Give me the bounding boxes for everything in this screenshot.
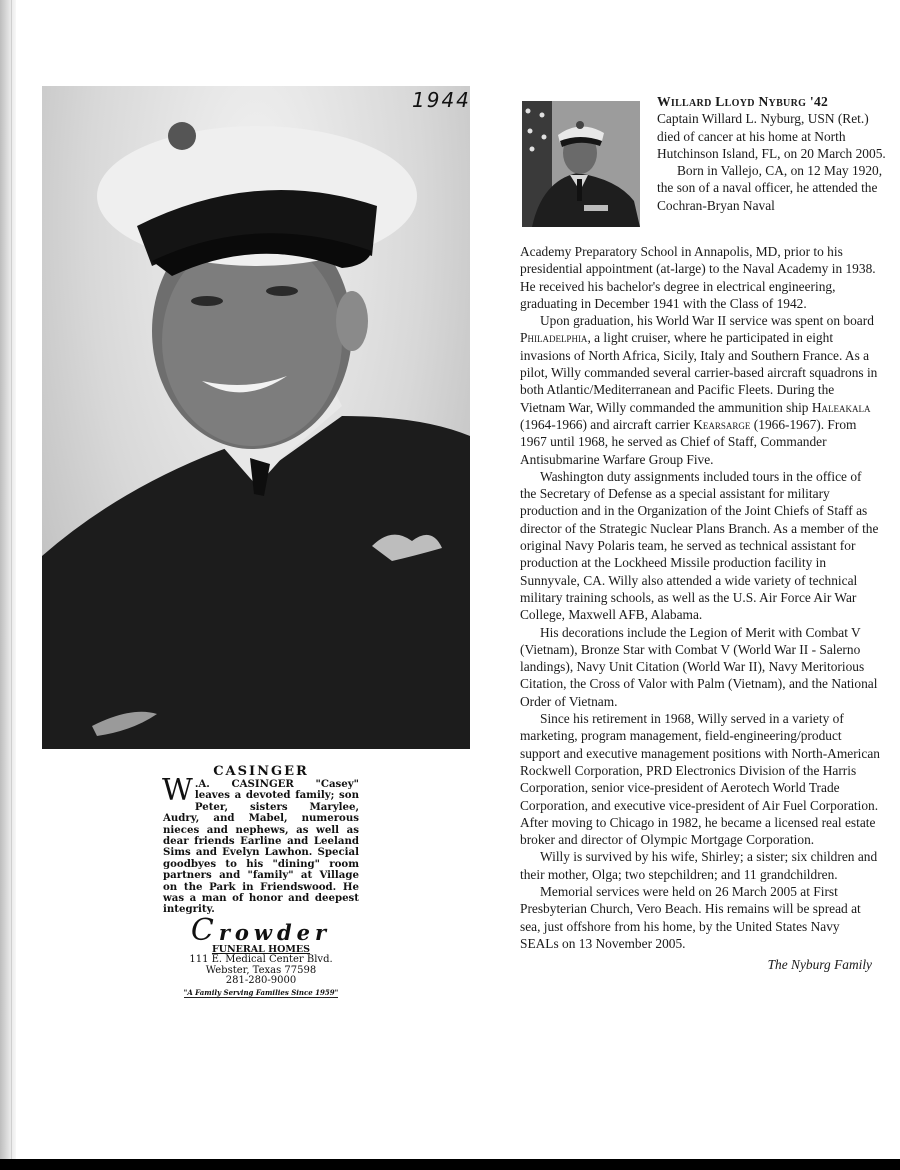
obituary-signature: The Nyburg Family bbox=[767, 957, 872, 973]
casinger-text: .A. CASINGER "Casey" leaves a devoted family; son Peter, sisters Marylee, Audry, and Mabel, numerous nieces and nephews, as well as dear friends Earline and Leeland Sims and Evelyn Lawhon. Special goodbyes to his "dining" room partners and "family" at Village on the Park in Friendswood. He was a man of honor and deepest integrity. bbox=[163, 778, 359, 916]
obituary-paragraph-memorial: Memorial services were held on 26 March 2005 at First Presbyterian Church, Vero Beach. His remains will be spread at sea, just offshore from his home, by the United States Navy SEALs on 13 November 2005. bbox=[520, 883, 861, 951]
crowder-address-line2: Webster, Texas 77598 bbox=[205, 964, 317, 976]
obituary-header bbox=[657, 93, 892, 214]
obituary-paragraph-decorations: His decorations include the Legion of Merit with Combat V (Vietnam), Bronze Star with Combat V (World War II - Salerno landings), Navy Unit Citation (World War II), Navy Meritorious Citation, the Cross of Valor with Palm (Vietnam), and the National Order of Vietnam. bbox=[520, 624, 878, 709]
crowder-phone: 281-280-9000 bbox=[225, 975, 297, 987]
casinger-body bbox=[162, 773, 359, 916]
crowder-tagline: "A Family Serving Families Since 1959" bbox=[183, 987, 339, 997]
crowder-funeral-home-ad bbox=[163, 912, 359, 998]
crowder-address-line1: 111 E. Medical Center Blvd. bbox=[189, 954, 333, 966]
page-edge-line bbox=[11, 0, 12, 1160]
nyburg-portrait-photo bbox=[522, 101, 640, 227]
obituary-paragraph-washington-duty: Washington duty assignments included tours in the office of the Secretary of Defense as a special assistant for military production and in the Organization of the Joint Chiefs of Staff as director of the Strategic Nuclear Plans Branch. As a member of the original Navy Polaris team, he served as technical assistant for production at the Lockheed Missile production facility in Sunnyvale, CA. Willy also attended a wide variety of technical military training schools, as well as the U.S. Air Force Air War College, Maxwell AFB, Alabama. bbox=[520, 468, 879, 623]
ship-name-haleakala: Haleakala bbox=[811, 399, 871, 415]
obituary-intro: Captain Willard L. Nyburg, USN (Ret.) died of cancer at his home at North Hutchinson Island, FL, on 20 March 2005. bbox=[657, 111, 886, 161]
obituary-paragraph-education: Academy Preparatory School in Annapolis, MD, prior to his presidential appointment (at-large) to the Naval Academy in 1938. He received his bachelor's degree in electrical engineering, graduating in December 1941 with the Class of 1942. bbox=[520, 244, 876, 311]
ship-name-kearsarge: Kearsarge bbox=[693, 416, 751, 432]
obituary-paragraph-wwii-service: Upon graduation, his World War II service was spent on board Philadelphia, a light cruiser, where he participated in eight invasions of North Africa, Sicily, Italy and Southern France. As a pilot, Willy commanded several carrier-based aircraft squadrons in both Atlantic/Mediterranean and Pacific Fleets. During the Vietnam War, Willy commanded the ammunition ship Haleakala (1964-1966) and aircraft carrier Kearsarge (1966-1967). From 1967 until 1968, he served as Chief of Staff, Commander Antisubmarine Warfare Group Five. bbox=[520, 313, 878, 467]
handwritten-year: 1944 bbox=[412, 88, 471, 112]
scan-bottom-border bbox=[0, 1159, 900, 1170]
ship-name-philadelphia: Philadelphia bbox=[520, 330, 588, 346]
page-edge-shadow bbox=[0, 0, 16, 1170]
crowder-subtitle: FUNERAL HOMES bbox=[211, 943, 311, 955]
obituary-paragraph-survivors: Willy is survived by his wife, Shirley; a sister; six children and their mother, Olga; two stepchildren; and 11 grandchildren. bbox=[520, 849, 878, 882]
nyburg-portrait-illustration bbox=[522, 101, 640, 227]
obituary-body bbox=[520, 243, 880, 973]
portrait-photo-1944 bbox=[42, 86, 470, 749]
casinger-dropcap: W bbox=[162, 773, 193, 808]
casinger-title: CASINGER bbox=[213, 764, 309, 779]
portrait-illustration bbox=[42, 86, 470, 749]
casinger-notice bbox=[163, 765, 359, 998]
obituary-title: Willard Lloyd Nyburg '42 bbox=[657, 94, 829, 109]
obituary-paragraph-birth-start: Born in Vallejo, CA, on 12 May 1920, the son of a naval officer, he attended the Cochran-Bryan Naval bbox=[657, 163, 883, 213]
obituary-paragraph-retirement: Since his retirement in 1968, Willy served in a variety of marketing, program management, field-engineering/product support and executive management positions with North-American Rockwell Corporation, PRD Electronics Division of the Harris Corporation, senior vice-president of Aerotech World Trade Corporation, and executive vice-president of Air Fuel Corporation. After moving to Chicago in 1982, he became a licensed real estate broker and director of Olympic Mortgage Corporation. bbox=[520, 711, 880, 848]
crowder-logo: Crowder bbox=[190, 912, 332, 948]
